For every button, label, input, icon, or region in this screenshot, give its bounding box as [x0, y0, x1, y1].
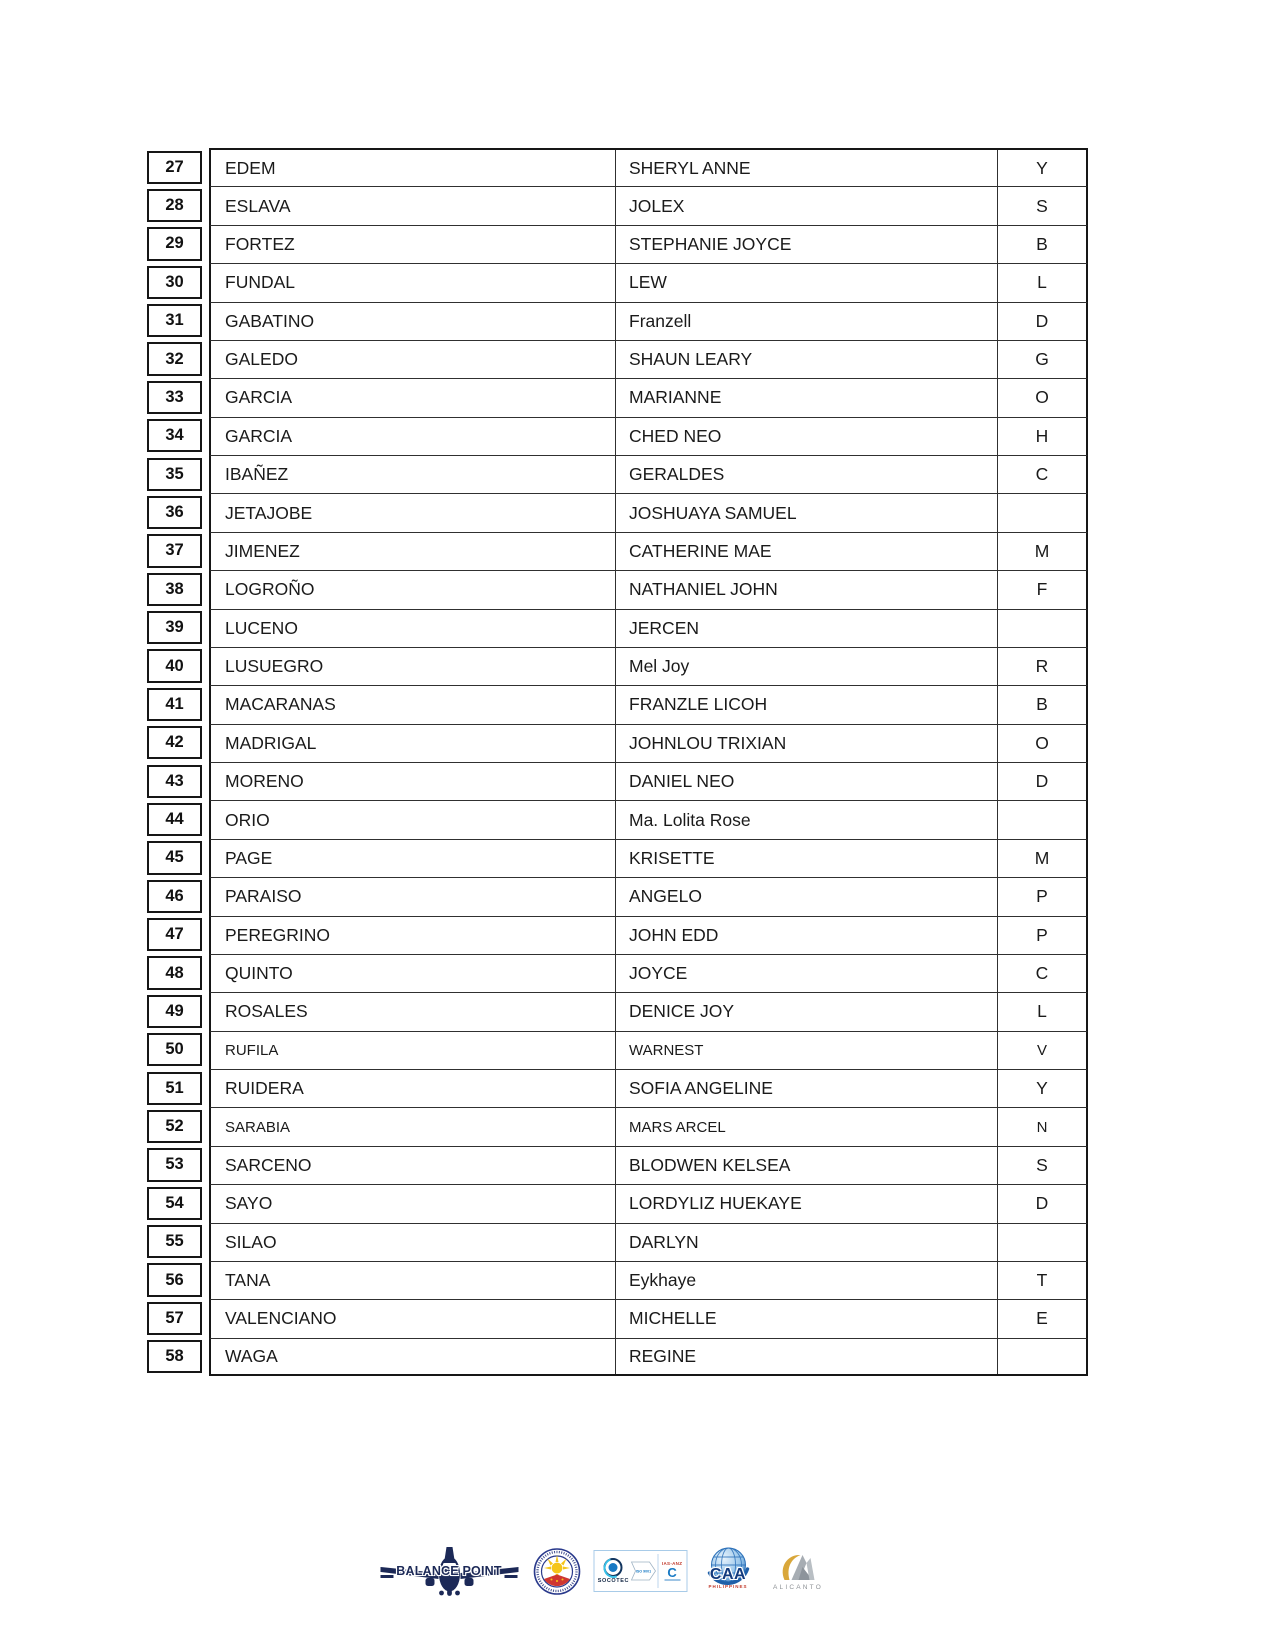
row-number-box — [147, 532, 202, 570]
row-number: 42 — [147, 726, 202, 759]
row-number-box — [147, 186, 202, 224]
first-name-cell: Eykhaye — [616, 1262, 998, 1299]
row-number-box — [147, 225, 202, 263]
balance-point-logo — [378, 1546, 520, 1596]
table-row — [147, 647, 1088, 685]
row-number: 31 — [147, 304, 202, 337]
table-row — [147, 916, 1088, 954]
row-number-box — [147, 800, 202, 838]
first-name-cell: JOLEX — [616, 187, 998, 224]
first-name-cell: STEPHANIE JOYCE — [616, 226, 998, 263]
surname-cell: SARCENO — [211, 1147, 616, 1184]
table-row — [147, 570, 1088, 608]
first-name-cell: CATHERINE MAE — [616, 533, 998, 570]
row-number: 47 — [147, 918, 202, 951]
middle-initial-cell: C — [1035, 464, 1049, 485]
table-row — [147, 186, 1088, 224]
first-name-cell: SOFIA ANGELINE — [616, 1070, 998, 1107]
table-row — [147, 1223, 1088, 1261]
table-row — [147, 1261, 1088, 1299]
first-name-cell: SHAUN LEARY — [616, 341, 998, 378]
alicanto-logo — [769, 1552, 827, 1591]
row-number: 50 — [147, 1033, 202, 1066]
surname-cell: JIMENEZ — [211, 533, 616, 570]
middle-initial-cell — [998, 494, 1086, 531]
middle-initial-cell: C — [1035, 963, 1049, 984]
row-number: 56 — [147, 1263, 202, 1296]
table-row — [147, 1069, 1088, 1107]
row-number-box — [147, 263, 202, 301]
row-number: 29 — [147, 227, 202, 260]
row-number-box — [147, 954, 202, 992]
middle-initial-cell: M — [1034, 540, 1050, 561]
first-name-cell: CHED NEO — [616, 418, 998, 455]
footer-logos — [378, 1543, 827, 1599]
table-row — [147, 493, 1088, 531]
table-row — [147, 1031, 1088, 1069]
socotec-wordmark: SOCOTEC — [597, 1578, 630, 1584]
middle-initial-cell: S — [1036, 1154, 1048, 1175]
row-number: 46 — [147, 880, 202, 913]
row-number: 36 — [147, 496, 202, 529]
table-row — [147, 378, 1088, 416]
middle-initial-cell: T — [1036, 1270, 1048, 1291]
table-row — [147, 1338, 1088, 1376]
row-number-box — [147, 762, 202, 800]
row-number: 57 — [147, 1302, 202, 1335]
row-number-box — [147, 1338, 202, 1376]
row-number: 28 — [147, 189, 202, 222]
first-name-cell: DARLYN — [616, 1224, 998, 1261]
row-number-box — [147, 302, 202, 340]
surname-cell: PAGE — [211, 840, 616, 877]
accreditation-mark-icon: C — [667, 1564, 677, 1580]
first-name-cell: DENICE JOY — [616, 993, 998, 1030]
table-row — [147, 1146, 1088, 1184]
first-name-cell: MICHELLE — [616, 1300, 998, 1337]
row-number: 34 — [147, 419, 202, 452]
surname-cell: JETAJOBE — [211, 494, 616, 531]
surname-cell: SAYO — [211, 1185, 616, 1222]
middle-initial-cell: S — [1036, 195, 1048, 216]
middle-initial-cell: Y — [1036, 157, 1048, 178]
middle-initial-cell: H — [1035, 425, 1049, 446]
row-number: 45 — [147, 841, 202, 874]
middle-initial-cell: D — [1035, 310, 1049, 331]
middle-initial-cell: M — [1034, 847, 1050, 868]
middle-initial-cell: F — [1036, 579, 1048, 600]
table-row — [147, 417, 1088, 455]
table-row — [147, 1299, 1088, 1337]
middle-initial-cell: L — [1037, 1001, 1047, 1022]
middle-initial-cell: O — [1035, 732, 1049, 753]
row-number-box — [147, 1223, 202, 1261]
row-number: 33 — [147, 381, 202, 414]
caa-wordmark: CAA — [709, 1566, 747, 1583]
government-seal-icon — [533, 1548, 580, 1595]
surname-cell: ESLAVA — [211, 187, 616, 224]
row-number: 48 — [147, 956, 202, 989]
surname-cell: GARCIA — [211, 379, 616, 416]
iso-cert-text: ISO 9001 — [635, 1569, 652, 1574]
surname-cell: VALENCIANO — [211, 1300, 616, 1337]
surname-cell: GALEDO — [211, 341, 616, 378]
first-name-cell: Franzell — [616, 303, 998, 340]
row-number: 27 — [147, 151, 202, 184]
row-number-box — [147, 877, 202, 915]
table-row — [147, 992, 1088, 1030]
table-row — [147, 455, 1088, 493]
table-row — [147, 1107, 1088, 1145]
table-row — [147, 609, 1088, 647]
row-number: 30 — [147, 266, 202, 299]
middle-initial-cell: N — [1036, 1118, 1048, 1136]
row-number-box — [147, 839, 202, 877]
first-name-cell: BLODWEN KELSEA — [616, 1147, 998, 1184]
logo-dash — [505, 1575, 518, 1578]
first-name-cell: DANIEL NEO — [616, 763, 998, 800]
middle-initial-cell: B — [1036, 694, 1048, 715]
table-row — [147, 263, 1088, 301]
surname-cell: PEREGRINO — [211, 917, 616, 954]
middle-initial-cell: L — [1037, 272, 1047, 293]
middle-initial-cell: R — [1035, 656, 1049, 677]
middle-initial-cell: D — [1035, 1193, 1049, 1214]
middle-initial-cell: O — [1035, 387, 1049, 408]
fine-print-line — [664, 1579, 680, 1581]
balance-point-wordmark: BALANCE POINT — [396, 1564, 502, 1578]
table-row — [147, 340, 1088, 378]
caa-logo — [700, 1545, 756, 1597]
accreditation-text: IAS-ANZ — [661, 1560, 683, 1566]
table-row — [147, 954, 1088, 992]
surname-cell: LUCENO — [211, 610, 616, 647]
row-number-box — [147, 992, 202, 1030]
socotec-certification-badge — [593, 1550, 687, 1592]
logo-dash — [380, 1575, 393, 1578]
surname-cell: QUINTO — [211, 955, 616, 992]
surname-cell: PARAISO — [211, 878, 616, 915]
first-name-cell: JERCEN — [616, 610, 998, 647]
surname-cell: GARCIA — [211, 418, 616, 455]
first-name-cell: LORDYLIZ HUEKAYE — [616, 1185, 998, 1222]
row-number-box — [147, 647, 202, 685]
row-number-box — [147, 916, 202, 954]
first-name-cell: JOSHUAYA SAMUEL — [616, 494, 998, 531]
surname-cell: RUIDERA — [211, 1070, 616, 1107]
table-row — [147, 877, 1088, 915]
row-number: 37 — [147, 534, 202, 567]
row-number: 43 — [147, 765, 202, 798]
row-number: 53 — [147, 1148, 202, 1181]
middle-initial-cell: E — [1036, 1308, 1048, 1329]
row-number-box — [147, 1184, 202, 1222]
table-row — [147, 724, 1088, 762]
middle-initial-cell: D — [1035, 771, 1049, 792]
row-number-box — [147, 570, 202, 608]
table-row — [147, 800, 1088, 838]
row-number-box — [147, 1031, 202, 1069]
middle-initial-cell: P — [1036, 924, 1048, 945]
iso-cert-chevron — [631, 1561, 657, 1581]
first-name-cell: JOYCE — [616, 955, 998, 992]
surname-cell: ROSALES — [211, 993, 616, 1030]
surname-cell: WAGA — [211, 1339, 616, 1374]
row-number-box — [147, 685, 202, 723]
surname-cell: FUNDAL — [211, 264, 616, 301]
row-number: 49 — [147, 995, 202, 1028]
table-row — [147, 1184, 1088, 1222]
row-number: 35 — [147, 458, 202, 491]
first-name-cell: ANGELO — [616, 878, 998, 915]
middle-initial-cell: V — [1036, 1041, 1047, 1059]
first-name-cell: Ma. Lolita Rose — [616, 801, 998, 838]
table-row — [147, 685, 1088, 723]
middle-initial-cell — [998, 1224, 1086, 1261]
first-name-cell: SHERYL ANNE — [616, 150, 998, 186]
middle-initial-cell — [998, 801, 1086, 838]
surname-cell: RUFILA — [211, 1032, 616, 1069]
middle-initial-cell: B — [1036, 233, 1048, 254]
row-number: 39 — [147, 611, 202, 644]
surname-cell: FORTEZ — [211, 226, 616, 263]
surname-cell: LUSUEGRO — [211, 648, 616, 685]
row-number: 52 — [147, 1110, 202, 1143]
row-number-box — [147, 1299, 202, 1337]
first-name-cell: WARNEST — [616, 1032, 998, 1069]
first-name-cell: MARS ARCEL — [616, 1108, 998, 1145]
table-row — [147, 839, 1088, 877]
first-name-cell: FRANZLE LICOH — [616, 686, 998, 723]
surname-cell: MADRIGAL — [211, 725, 616, 762]
alicanto-wordmark: ALICANTO — [773, 1583, 823, 1591]
row-number-box — [147, 1261, 202, 1299]
surname-cell: MORENO — [211, 763, 616, 800]
row-number: 44 — [147, 803, 202, 836]
row-number: 40 — [147, 649, 202, 682]
middle-initial-cell — [998, 610, 1086, 647]
surname-cell: SARABIA — [211, 1108, 616, 1145]
roster-table — [147, 148, 1088, 1376]
surname-cell: LOGROÑO — [211, 571, 616, 608]
first-name-cell: KRISETTE — [616, 840, 998, 877]
middle-initial-cell — [998, 1339, 1086, 1374]
surname-cell: TANA — [211, 1262, 616, 1299]
table-row — [147, 225, 1088, 263]
row-number: 38 — [147, 573, 202, 606]
surname-cell: EDEM — [211, 150, 616, 186]
row-number-box — [147, 609, 202, 647]
alicanto-bird-icon — [776, 1552, 820, 1582]
first-name-cell: JOHN EDD — [616, 917, 998, 954]
row-number: 51 — [147, 1072, 202, 1105]
row-number: 58 — [147, 1340, 202, 1373]
table-row — [147, 532, 1088, 570]
first-name-cell: Mel Joy — [616, 648, 998, 685]
surname-cell: GABATINO — [211, 303, 616, 340]
row-number-box — [147, 1146, 202, 1184]
row-number: 55 — [147, 1225, 202, 1258]
middle-initial-cell: P — [1036, 886, 1048, 907]
row-number: 32 — [147, 342, 202, 375]
first-name-cell: GERALDES — [616, 456, 998, 493]
middle-initial-cell: Y — [1036, 1078, 1048, 1099]
row-number-box — [147, 455, 202, 493]
surname-cell: IBAÑEZ — [211, 456, 616, 493]
surname-cell: SILAO — [211, 1224, 616, 1261]
caa-subtext: PHILIPPINES — [708, 1584, 748, 1589]
row-number-box — [147, 1069, 202, 1107]
first-name-cell: REGINE — [616, 1339, 998, 1374]
table-row — [147, 762, 1088, 800]
surname-cell: MACARANAS — [211, 686, 616, 723]
first-name-cell: LEW — [616, 264, 998, 301]
row-number-box — [147, 1107, 202, 1145]
table-row — [147, 148, 1088, 186]
row-number: 54 — [147, 1187, 202, 1220]
row-number-box — [147, 378, 202, 416]
first-name-cell: NATHANIEL JOHN — [616, 571, 998, 608]
first-name-cell: JOHNLOU TRIXIAN — [616, 725, 998, 762]
surname-cell: ORIO — [211, 801, 616, 838]
row-number-box — [147, 148, 202, 186]
first-name-cell: MARIANNE — [616, 379, 998, 416]
table-row — [147, 302, 1088, 340]
row-number-box — [147, 417, 202, 455]
row-number-box — [147, 340, 202, 378]
middle-initial-cell: G — [1035, 349, 1049, 370]
row-number-box — [147, 493, 202, 531]
socotec-icon — [604, 1558, 623, 1577]
row-number-box — [147, 724, 202, 762]
row-number: 41 — [147, 688, 202, 721]
